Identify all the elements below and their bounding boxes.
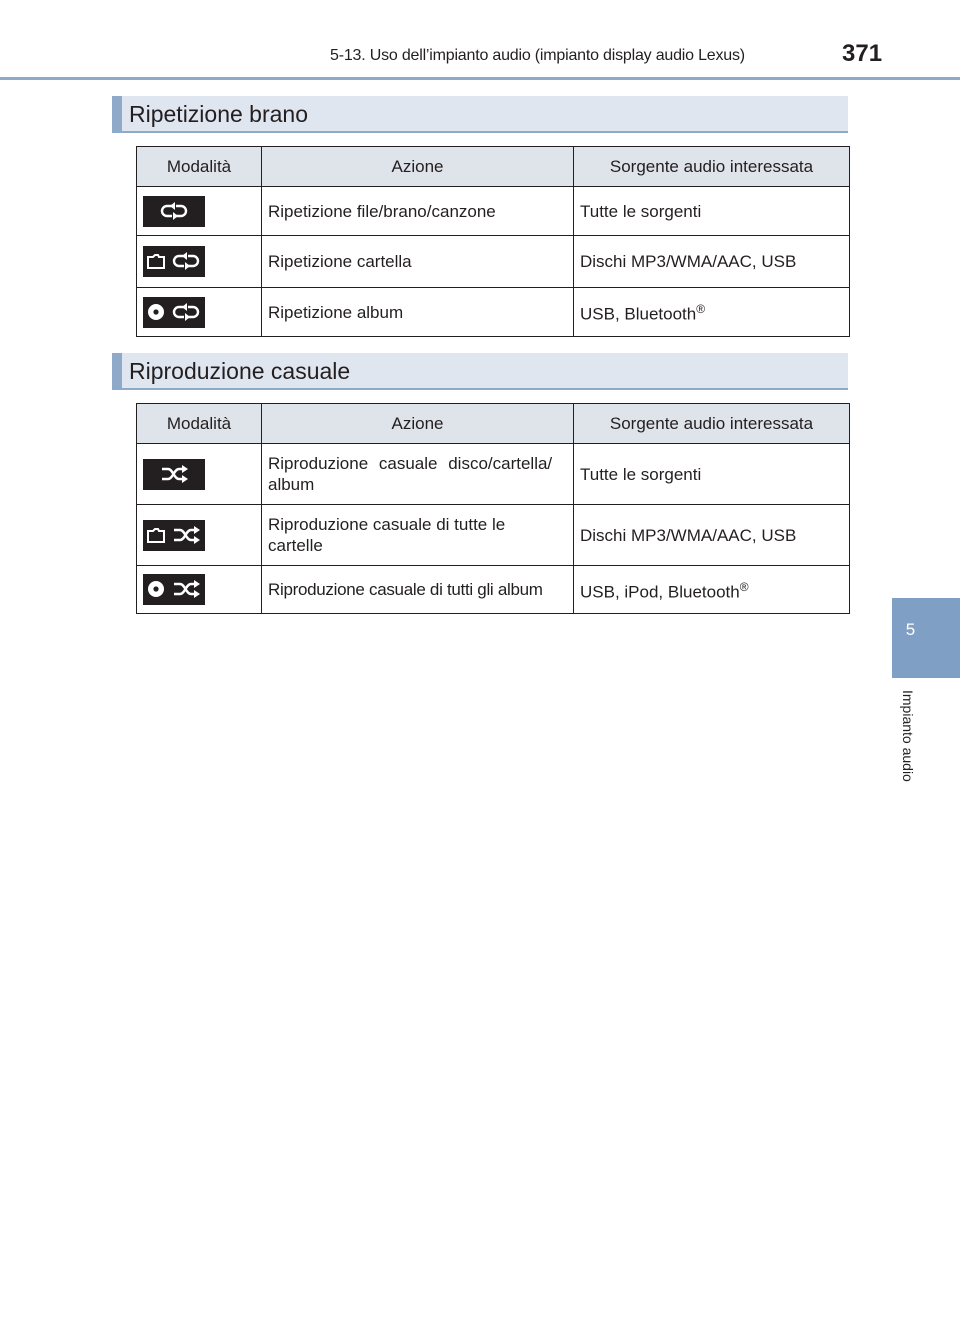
source-cell: Dischi MP3/WMA/AAC, USB [574,505,850,566]
table-row [137,187,850,236]
table-header-row [137,147,850,187]
source-cell: Dischi MP3/WMA/AAC, USB [574,236,850,288]
table-row [137,288,850,337]
mode-cell [137,288,262,337]
mode-cell [137,236,262,288]
action-line: album [268,475,315,494]
section-title: Riproduzione casuale [129,358,351,384]
registered-mark: ® [696,302,706,317]
action-line: Riproduzione casuale disco/cartella/ [268,454,553,473]
column-header-mode: Modalità [137,147,262,187]
action-cell: Riproduzione casuale di tutti gli album [262,566,574,614]
folder-repeat-icon [143,246,205,277]
mode-cell [137,444,262,505]
action-cell [262,444,574,505]
section-heading-repeat [112,96,848,133]
action-cell: Ripetizione album [262,288,574,337]
mode-cell [137,505,262,566]
header-rule [0,77,960,80]
section-heading-shuffle [112,353,848,390]
action-cell: Ripetizione file/brano/canzone [262,187,574,236]
table-row [137,505,850,566]
column-header-action: Azione [262,404,574,444]
column-header-source: Sorgente audio interessata [574,147,850,187]
chapter-label: Impianto audio [900,690,916,782]
action-cell: Ripetizione cartella [262,236,574,288]
action-cell [262,505,574,566]
source-cell: Tutte le sorgenti [574,444,850,505]
table-header-row [137,404,850,444]
page-number: 371 [842,40,883,67]
source-cell [574,566,850,614]
table-row [137,566,850,614]
table-row [137,444,850,505]
action-line: cartelle [268,536,323,555]
action-line: Riproduzione casuale di tutte le [268,515,506,534]
shuffle-table [136,403,850,614]
column-header-action: Azione [262,147,574,187]
source-cell: Tutte le sorgenti [574,187,850,236]
source-text: USB, iPod, Bluetooth [580,582,740,602]
running-header: 5-13. Uso dell’impianto audio (impianto display audio Lexus) [330,47,745,64]
column-header-source: Sorgente audio interessata [574,404,850,444]
repeat-table [136,146,850,337]
folder-shuffle-icon [143,520,205,551]
disc-shuffle-icon [143,574,205,605]
source-text: USB, Bluetooth [580,304,697,324]
disc-repeat-icon [143,297,205,328]
column-header-mode: Modalità [137,404,262,444]
shuffle-icon [143,459,205,490]
repeat-icon [143,196,205,227]
chapter-tab [892,598,960,678]
source-cell [574,288,850,337]
registered-mark: ® [739,579,749,594]
chapter-number: 5 [905,620,916,639]
mode-cell [137,187,262,236]
section-title: Ripetizione brano [129,101,309,127]
table-row [137,236,850,288]
mode-cell [137,566,262,614]
